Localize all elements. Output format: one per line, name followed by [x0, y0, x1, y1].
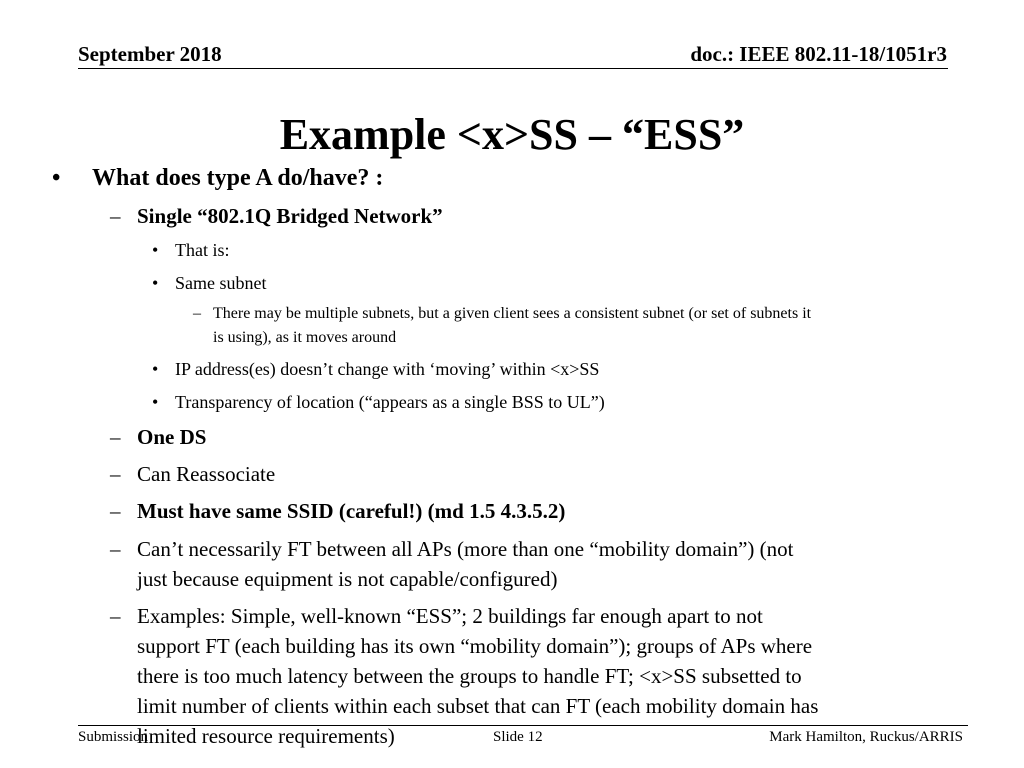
- dash-marker: –: [110, 604, 121, 628]
- bullet-marker: •: [152, 392, 159, 412]
- bullet-marker: •: [152, 273, 159, 293]
- bullet-marker: •: [52, 165, 61, 191]
- item-examples-3: there is too much latency between the groups to handle FT; <x>SS subsetted to: [137, 664, 802, 688]
- item-ft-2: just because equipment is not capable/configured): [137, 567, 558, 591]
- dash-marker: –: [110, 462, 121, 486]
- dash-marker: –: [110, 537, 121, 561]
- bullet-type-a: What does type A do/have? :: [92, 165, 384, 191]
- footer-submission: Submission: [78, 729, 149, 745]
- bullet-marker: •: [152, 359, 159, 379]
- bullet-marker: •: [152, 240, 159, 260]
- footer-rule: [78, 725, 968, 726]
- item-examples-4: limit number of clients within each subset that can FT (each mobility domain has: [137, 694, 819, 718]
- dash-marker: –: [110, 204, 121, 228]
- item-same-ssid: Must have same SSID (careful!) (md 1.5 4.3.5.2): [137, 499, 566, 523]
- item-multiple-subnets-2: is using), as it moves around: [213, 329, 397, 346]
- item-examples-2: support FT (each building has its own “mobility domain”); groups of APs where: [137, 634, 813, 658]
- dash-marker: –: [193, 305, 201, 322]
- item-can-reassociate: Can Reassociate: [137, 462, 276, 486]
- item-examples-5: limited resource requirements): [137, 724, 395, 748]
- footer-slide-number: Slide 12: [493, 729, 543, 745]
- item-that-is: That is:: [175, 240, 230, 260]
- footer-author: Mark Hamilton, Ruckus/ARRIS: [769, 729, 963, 745]
- item-one-ds: One DS: [137, 425, 207, 449]
- item-multiple-subnets-1: There may be multiple subnets, but a given client sees a consistent subnet (or set of subnets it: [213, 305, 812, 322]
- item-ip-address: IP address(es) doesn’t change with ‘moving’ within <x>SS: [175, 359, 600, 379]
- slide-title: Example <x>SS – “ESS”: [279, 110, 745, 159]
- item-transparency: Transparency of location (“appears as a single BSS to UL”): [175, 392, 605, 412]
- item-same-subnet: Same subnet: [175, 273, 267, 293]
- header-doc-id: doc.: IEEE 802.11-18/1051r3: [690, 42, 947, 66]
- item-single-bridged: Single “802.1Q Bridged Network”: [137, 204, 443, 228]
- item-ft-1: Can’t necessarily FT between all APs (more than one “mobility domain”) (not: [137, 537, 794, 561]
- dash-marker: –: [110, 425, 121, 449]
- dash-marker: –: [110, 499, 121, 523]
- header-date: September 2018: [78, 42, 222, 66]
- item-examples-1: Examples: Simple, well-known “ESS”; 2 buildings far enough apart to not: [137, 604, 763, 628]
